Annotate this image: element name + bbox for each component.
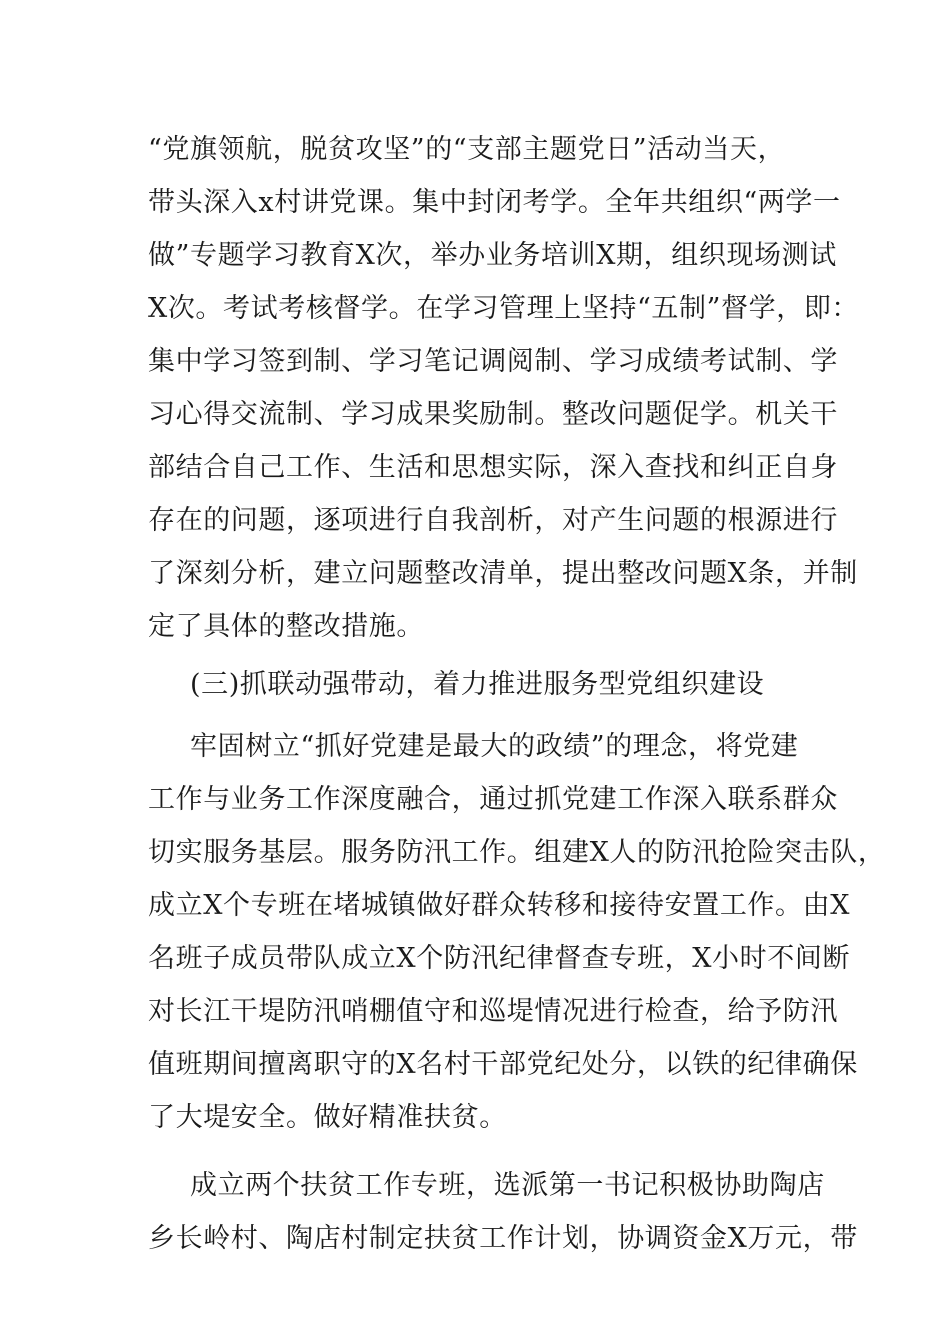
paragraph-1-line-8: 存在的问题，逐项进行自我剖析，对产生问题的根源进行 bbox=[148, 505, 838, 536]
paragraph-1-line-5: 集中学习签到制、学习笔记调阅制、学习成绩考试制、学 bbox=[148, 346, 838, 377]
paragraph-3-line-1: 成立两个扶贫工作专班，选派第一书记积极协助陶店 bbox=[190, 1170, 825, 1201]
paragraph-2-line-1: 牢固树立“抓好党建是最大的政绩”的理念，将党建 bbox=[190, 731, 799, 762]
paragraph-2-line-6: 对长江干堤防汛哨棚值守和巡堤情况进行检查，给予防汛 bbox=[148, 996, 838, 1027]
section-heading: (三)抓联动强带动，着力推进服务型党组织建设 bbox=[190, 669, 765, 700]
paragraph-2-line-5: 名班子成员带队成立X个防汛纪律督查专班，X小时不间断 bbox=[148, 943, 851, 974]
paragraph-1-line-10: 定了具体的整改措施。 bbox=[148, 611, 424, 642]
paragraph-1-line-6: 习心得交流制、学习成果奖励制。整改问题促学。机关干 bbox=[148, 399, 838, 430]
paragraph-3-line-2: 乡长岭村、陶店村制定扶贫工作计划，协调资金X万元，带 bbox=[148, 1223, 858, 1254]
paragraph-1-line-1: “党旗领航，脱贫攻坚”的“支部主题党日”活动当天， bbox=[148, 134, 786, 165]
paragraph-2-line-7: 值班期间擅离职守的X名村干部党纪处分，以铁的纪律确保 bbox=[148, 1049, 858, 1080]
paragraph-1-line-7: 部结合自己工作、生活和思想实际，深入查找和纠正自身 bbox=[148, 452, 838, 483]
paragraph-2-line-3: 切实服务基层。服务防汛工作。组建X人的防汛抢险突击队， bbox=[148, 837, 886, 868]
paragraph-1-line-2: 带头深入x村讲党课。集中封闭考学。全年共组织“两学一 bbox=[148, 187, 841, 218]
paragraph-2-line-8: 了大堤安全。做好精准扶贫。 bbox=[148, 1102, 507, 1133]
paragraph-1-line-4: X次。考试考核督学。在学习管理上坚持“五制”督学，即： bbox=[148, 293, 860, 324]
paragraph-1-line-9: 了深刻分析，建立问题整改清单，提出整改问题X条，并制 bbox=[148, 558, 858, 589]
paragraph-1-line-3: 做”专题学习教育X次，举办业务培训X期，组织现场测试 bbox=[148, 240, 837, 271]
paragraph-2-line-2: 工作与业务工作深度融合，通过抓党建工作深入联系群众 bbox=[148, 784, 838, 815]
paragraph-2-line-4: 成立X个专班在堵城镇做好群众转移和接待安置工作。由X bbox=[148, 890, 851, 921]
